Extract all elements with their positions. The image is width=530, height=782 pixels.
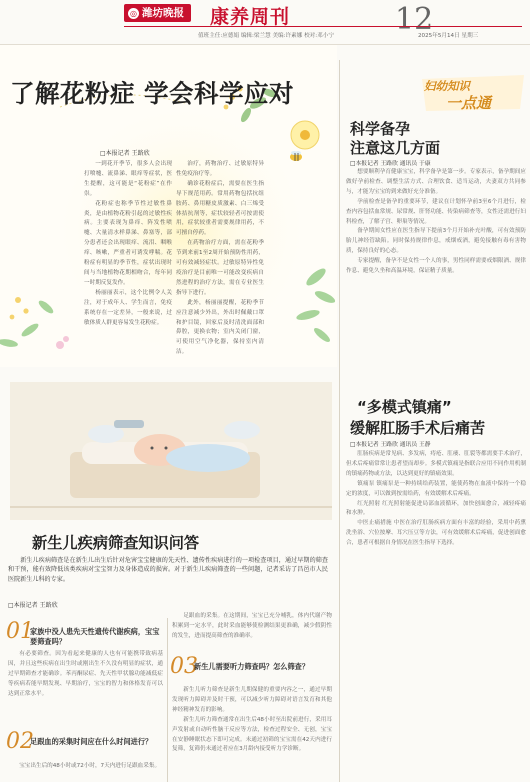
section-title: 康养周刊 [210, 6, 291, 28]
paragraph: 确诊花粉症后，需要在医生指导下规范用药。常用药物包括抗组胺药、鼻用糖皮质激素、白三烯受体拮抗剂等，症状较轻者可按需使用，症状较重者需要规律用药，不可擅自停药。 [176, 180, 264, 237]
paragraph: 此外，杨丽丽提醒，花粉季节应注意减少外出，外出时佩戴口罩和护目镜，回家后及时清洗面部和鼻腔，更换衣物；室内关闭门窗，可使用空气净化器，保持室内清洁。 [176, 299, 264, 356]
paragraph: 想要顺利孕育健康宝宝，科学备孕是第一步。专家表示，备孕期间应做好孕前检查、调整生活方式、合理饮食、适当运动，夫妻双方共同参与，才能为宝宝的到来做好充分准备。 [346, 169, 526, 195]
newspaper-logo [124, 4, 191, 22]
paragraph: 红光照射 红光照射能促进局部血液循环，加快创面愈合，减轻疼痛和水肿。 [346, 500, 526, 517]
hay-fever-column-1 [84, 160, 172, 374]
paragraph: 中医止痛措施 中医在治疗肛肠疾病方面有丰富的经验，采用中药熏洗坐浴、穴位按摩、耳穴压豆等方法，可有效缓解术后疼痛，促进创面愈合，患者可根据自身情况在医生指导下选择。 [346, 520, 526, 547]
lead-paragraph: 新生儿疾病筛查是在新生儿出生后针对危害宝宝健康的先天性、遗传性疾病进行的一项检查项目，通过早期的筛查和干预，能有效降低该类疾病对宝宝智力及身体造成的损害。对于新生儿疾病筛查的一些问题，记者采访了昌邑市人民医院新生儿科的专家。 [8, 557, 328, 583]
headline-pregnancy-prep-2: 注意这几方面 [350, 139, 441, 157]
right-column-divider [339, 60, 340, 782]
answer-2 [8, 762, 163, 782]
logo-text: 潍坊晚报 [142, 7, 184, 19]
hay-fever-column-2 [176, 160, 264, 374]
paragraph: 在药物治疗方面，需在花粉季节到来前1至2周开始预防性用药，可有效减轻症状。过敏原特异性免疫治疗是目前唯一可能改变疾病自然进程的治疗方法，需在专业医生指导下进行。 [176, 240, 264, 296]
masthead-rule [124, 26, 522, 27]
byline-newborn: □本报记者 王路欣 [8, 602, 58, 609]
paragraph: 专家提醒，备孕不是女性一个人的事，男性同样需要戒烟限酒、规律作息、避免久坐和高温环境，保证精子质量。 [346, 258, 526, 275]
headline-pain-relief-2: 缓解肛肠手术后痛苦 [350, 419, 486, 437]
question-number-2: 02 [6, 729, 34, 754]
paragraph: 治疗，药物治疗、过敏原特异性免疫治疗等。 [176, 161, 264, 177]
newborn-illustration [10, 382, 332, 520]
badge-subtitle: 一点通 [446, 94, 492, 112]
newborn-lead [8, 556, 328, 584]
question-number-3: 03 [170, 654, 198, 679]
question-1: 家族中没人患先天性遗传代谢疾病，宝宝要筛查吗？ [30, 627, 160, 646]
headline-newborn-screening: 新生儿疾病筛查知识问答 [32, 534, 200, 552]
headline-hay-fever: 了解花粉症 学会科学应对 [10, 79, 295, 108]
editor-info: 值班主任:应德娟 编辑:梁兰慧 美编:许素娜 校对:邓小宁 [198, 33, 334, 39]
paragraph: 花粉症也称季节性过敏性鼻炎，是由植物花粉引起的过敏性疾病。主要表现为鼻痒、阵发性喷嚏、大量清水样鼻涕、鼻塞等，部分患者还会出现眼痒、流泪、咽喉痒、咳嗽，严重者可诱发哮喘。花粉症有明显的季节性，症状出现时间与当地植物花期相吻合，每年同一时期反复发作。 [84, 200, 172, 286]
logo-icon: ◎ [128, 8, 139, 19]
paragraph: 孕前检查是备孕的重要环节，建议在计划怀孕前3至6个月进行，检查内容包括血常规、尿常规、肝肾功能、传染病筛查等，女性还需进行妇科检查，了解子宫、卵巢等情况。 [346, 198, 526, 225]
paragraph: 肛肠疾病是常见病、多发病，痔疮、肛瘘、肛裂等都需要手术治疗，但术后疼痛常常让患者望而却步。多模式镇痛是指联合应用不同作用机制的镇痛药物或方法，以达到更好的镇痛效果。 [346, 451, 526, 477]
paragraph: 备孕期间女性应在医生指导下提前3个月开始补充叶酸，可有效预防胎儿神经管缺陷。同时保持规律作息，戒烟戒酒，避免接触有毒有害物质，保持良好的心态。 [346, 228, 526, 255]
question-2: 足跟血的采集时间应在什么时间进行？ [30, 737, 153, 746]
paragraph: 宝宝出生后的48小时或72小时，7天内进行足跟血采集。 [19, 763, 161, 769]
issue-date: 2025年5月14日 星期三 [418, 33, 479, 39]
paragraph: 有必要筛查。因为看起来健康的人也有可能携带致病基因，并且这些疾病在出生时或刚出生不久没有明显的症状，通过早期筛查才能确诊。苯丙酮尿症、先天性甲状腺功能减低症等疾病若能早期发现、早期治疗，宝宝的智力和体格发育可以达到正常水平。 [8, 651, 163, 697]
headline-pregnancy-prep-1: 科学备孕 [350, 120, 411, 138]
byline-hay-fever: □本报记者 王路欣 [100, 150, 150, 157]
pregnancy-body [346, 168, 526, 386]
headline-pain-relief-1: “多模式镇痛” [357, 398, 452, 416]
question-number-1: 01 [6, 619, 34, 644]
answer-1 [8, 650, 163, 724]
newborn-screening-illustration [10, 382, 332, 520]
paragraph: 一到花开季节，很多人会出现打喷嚏、流鼻涕、眼痒等症状，医生提醒，这可能是“花粉症”在作祟。 [84, 161, 172, 197]
pain-relief-body [346, 450, 526, 782]
answer-3 [172, 686, 332, 782]
page-number: 12 [395, 2, 434, 37]
byline-pain-relief: □本报记者 王路欣 通讯员 王静 [350, 442, 431, 448]
byline-pregnancy: □本报记者 王路欣 通讯员 于康 [350, 161, 431, 167]
question-3: 新生儿需要听力筛查吗？怎么筛查？ [194, 662, 310, 671]
badge-title: 妇幼知识 [424, 79, 470, 93]
paragraph: 新生儿听力筛查通常在出生后48小时至出院前进行，采用耳声发射或自动听性脑干反应等方法，检查过程安全、无创，宝宝在安静睡眠状态下即可完成。未通过初筛的宝宝需在42天内进行复筛，复筛仍未通过者应在3月龄内接受听力学诊断。 [172, 716, 332, 753]
paragraph: 镇痛泵 镇痛泵是一种持续给药装置，能使药物在血液中保持一个稳定的浓度，可以做到按需给药，有效缓解术后疼痛。 [346, 480, 526, 497]
paragraph: 新生儿听力筛查是新生儿期保健的重要内容之一，通过早期发现听力障碍并及时干预，可以减少听力障碍对语言发育和其他神经精神发育的影响。 [172, 687, 332, 713]
paragraph: 足跟血的采集。在这期间，宝宝已充分哺乳，体内代谢产物积累到一定水平，此时采血能够使检测结果更准确，减少假阴性的发生，进而提高筛查的准确率。 [172, 613, 332, 639]
column-divider [167, 618, 168, 782]
paragraph: 杨丽丽表示，这个比例令人关注，对于成年人、学生而言，免疫系统存在一定差异，一般来说，过敏体质人群更容易发生花粉症。 [84, 289, 172, 326]
